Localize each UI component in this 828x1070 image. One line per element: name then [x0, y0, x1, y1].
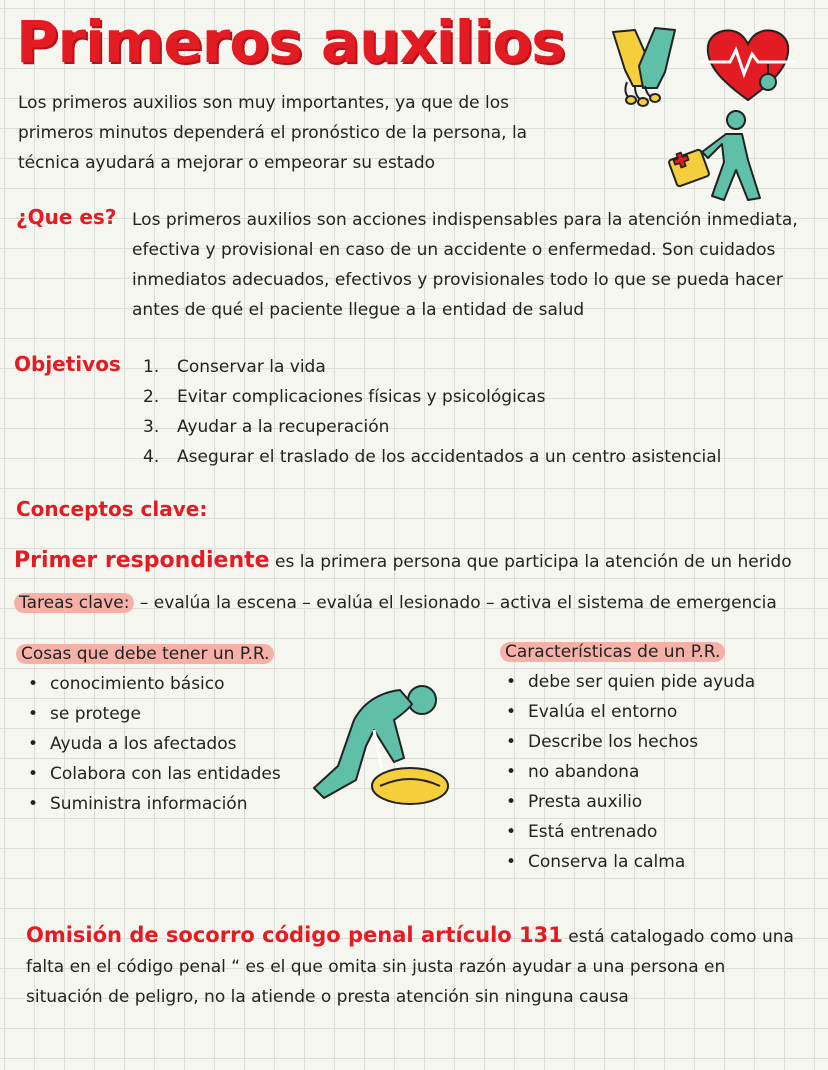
list-item	[494, 847, 755, 877]
objetivo-number: 3.	[143, 417, 160, 437]
objetivo-number: 2.	[143, 387, 160, 407]
bullet: •	[505, 762, 517, 782]
cosas-heading-text: Cosas que debe tener un P.R.	[16, 644, 274, 664]
bullet: •	[27, 704, 39, 724]
que-es-text: Los primeros auxilios son acciones indispensables para la atención inmediata, efectiva y provisional en caso de un accidente o enfermedad. Son cuidados inmediatos adecuados, efectivos y provisionales todo lo que se pueda hacer antes de qué el paciente llegue a la entidad de salud	[132, 210, 798, 320]
gloves-icon	[605, 26, 683, 108]
heart-pulse-icon	[700, 24, 798, 104]
list-item-text: Colabora con las entidades	[50, 764, 281, 784]
intro-paragraph: Los primeros auxilios son muy importantes, ya que de los primeros minutos dependerá el pronóstico de la persona, la técnica ayudará a mejorar o empeorar su estado	[18, 93, 528, 173]
list-item	[494, 817, 755, 847]
list-item-text: conocimiento básico	[50, 674, 225, 694]
caracteristicas-heading-text: Características de un P.R.	[500, 642, 725, 662]
bullet: •	[505, 732, 517, 752]
list-item	[16, 729, 281, 759]
list-item-text: Conserva la calma	[528, 852, 686, 872]
bullet: •	[27, 734, 39, 754]
list-item	[494, 787, 755, 817]
list-item-text: se protege	[50, 704, 141, 724]
objetivo-text: Ayudar a la recuperación	[177, 417, 390, 437]
bullet: •	[505, 672, 517, 692]
caracteristicas-list	[494, 667, 755, 877]
list-item	[494, 697, 755, 727]
cosas-heading	[16, 640, 274, 668]
objetivo-item	[143, 412, 721, 442]
bullet: •	[505, 702, 517, 722]
objetivo-item	[143, 442, 721, 472]
list-item	[494, 727, 755, 757]
bullet: •	[27, 674, 39, 694]
primer-respondiente-term: Primer respondiente	[14, 548, 270, 573]
list-item-text: debe ser quien pide ayuda	[528, 672, 756, 692]
objetivo-item	[143, 382, 721, 412]
omision-term: Omisión de socorro código penal artículo 131	[26, 923, 563, 947]
list-item-text: Presta auxilio	[528, 792, 643, 812]
list-item	[16, 789, 281, 819]
caracteristicas-heading	[500, 638, 725, 666]
list-item-text: Ayuda a los afectados	[50, 734, 237, 754]
omision-paragraph	[26, 920, 806, 1012]
objetivo-item	[143, 352, 721, 382]
tareas-clave-label: Tareas clave:	[14, 593, 134, 613]
list-item	[16, 699, 281, 729]
bullet: •	[27, 794, 39, 814]
list-item	[494, 667, 755, 697]
list-item-text: Suministra información	[50, 794, 248, 814]
list-item	[16, 669, 281, 699]
objetivos-list	[143, 352, 721, 472]
cpr-icon	[308, 680, 458, 808]
page-title: Primeros auxilios	[16, 8, 565, 76]
tareas-clave-text: – evalúa la escena – evalúa el lesionado – activa el sistema de emergencia	[139, 593, 777, 613]
list-item-text: Describe los hechos	[528, 732, 699, 752]
list-item	[494, 757, 755, 787]
objetivos-label: Objetivos	[14, 352, 121, 376]
cosas-list	[16, 669, 281, 819]
list-item	[16, 759, 281, 789]
objetivo-number: 4.	[143, 447, 160, 467]
bullet: •	[505, 852, 517, 872]
conceptos-label: Conceptos clave:	[16, 497, 208, 521]
primer-respondiente-definition: es la primera persona que participa la atención de un herido	[274, 552, 792, 572]
bullet: •	[27, 764, 39, 784]
que-es-label: ¿Que es?	[16, 205, 117, 229]
person-with-first-aid-kit-icon	[668, 108, 768, 208]
primer-respondiente-line	[14, 545, 792, 578]
objetivo-number: 1.	[143, 357, 160, 377]
tareas-clave-line	[14, 588, 777, 618]
objetivo-text: Evitar complicaciones físicas y psicológicas	[177, 387, 546, 407]
list-item-text: Evalúa el entorno	[528, 702, 678, 722]
bullet: •	[505, 822, 517, 842]
objetivo-text: Asegurar el traslado de los accidentados a un centro asistencial	[177, 447, 722, 467]
bullet: •	[505, 792, 517, 812]
omision-text: está catalogado como una falta en el código penal “ es el que omita sin justa razón ayudar a una persona en situación de peligro, no la atiende o presta atención sin ninguna causa	[26, 927, 794, 1007]
objetivo-text: Conservar la vida	[177, 357, 326, 377]
list-item-text: Está entrenado	[528, 822, 658, 842]
list-item-text: no abandona	[528, 762, 640, 782]
